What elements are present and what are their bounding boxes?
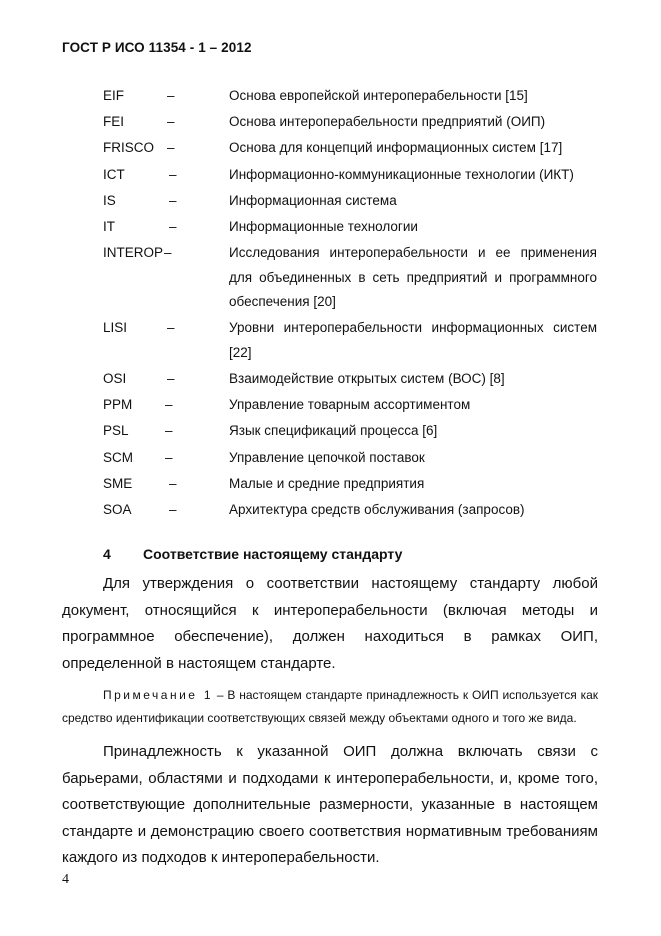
- abbreviation-definition: Информационно-коммуникационные технологии (ИКТ): [229, 166, 574, 182]
- abbreviation-list: [103, 84, 597, 524]
- note-text: – В настоящем стандарте принадлежность к ОИП используется как средство идентификации соответствующих связей между объектами одного и того же вида.: [62, 688, 599, 725]
- abbreviation-definition: Язык спецификаций процесса [6]: [229, 423, 438, 439]
- abbreviation-row: [103, 419, 597, 444]
- abbreviation-definition: Основа европейской интероперабельности [15]: [229, 88, 528, 103]
- abbreviation-term: FEI: [103, 114, 125, 130]
- abbreviation-term: ICT: [103, 166, 125, 182]
- abbreviation-dash: –: [167, 140, 175, 156]
- abbreviation-term: IS: [103, 192, 116, 208]
- abbreviation-dash: –: [165, 449, 173, 465]
- abbreviation-term: EIF: [103, 88, 125, 103]
- abbreviation-dash: –: [164, 245, 172, 261]
- abbreviation-definition: Основа для концепций информационных систем [17]: [229, 140, 563, 156]
- note: [62, 684, 598, 730]
- abbreviation-definition: Управление цепочкой поставок: [229, 449, 425, 465]
- abbreviation-dash: –: [169, 501, 177, 517]
- abbreviation-row: [103, 393, 597, 418]
- abbreviation-dash: –: [169, 475, 177, 491]
- abbreviation-definition: Информационная система: [229, 192, 397, 208]
- abbreviation-dash: –: [165, 397, 173, 413]
- abbreviation-row: [103, 472, 597, 497]
- abbreviation-term: FRISCO: [103, 140, 155, 156]
- abbreviation-row: [103, 163, 597, 188]
- abbreviation-dash: –: [169, 166, 177, 182]
- abbreviation-dash: –: [167, 88, 175, 103]
- document-header: ГОСТ Р ИСО 11354 - 1 – 2012: [62, 40, 252, 55]
- abbreviation-row: [103, 110, 597, 135]
- abbreviation-term: INTEROP: [103, 245, 164, 261]
- section-title: Соответствие настоящему стандарту: [143, 546, 403, 562]
- abbreviation-row: [103, 498, 597, 523]
- abbreviation-term: SOA: [103, 501, 132, 517]
- abbreviation-definition: Основа интероперабельности предприятий (ОИП): [229, 114, 546, 130]
- abbreviation-row: [103, 215, 597, 240]
- abbreviation-term: PPM: [103, 397, 133, 413]
- abbreviation-definition: Малые и средние предприятия: [229, 475, 425, 491]
- abbreviation-definition: Уровни интероперабельности информационных систем [22]: [229, 320, 597, 360]
- abbreviation-row: [103, 84, 597, 109]
- section-number: 4: [103, 546, 111, 562]
- abbreviation-term: SME: [103, 475, 133, 491]
- abbreviation-dash: –: [167, 371, 175, 386]
- abbreviation-row: [103, 446, 597, 471]
- abbreviation-row: [103, 316, 597, 365]
- abbreviation-dash: –: [167, 320, 175, 336]
- note-label: Примечание 1: [103, 688, 213, 702]
- abbreviation-term: SCM: [103, 449, 133, 465]
- abbreviation-row: [103, 189, 597, 214]
- abbreviation-term: OSI: [103, 371, 127, 386]
- abbreviation-dash: –: [169, 218, 177, 234]
- abbreviation-dash: –: [169, 192, 177, 208]
- section-heading: [103, 546, 402, 562]
- abbreviation-definition: Взаимодействие открытых систем (ВОС) [8]: [229, 371, 505, 386]
- abbreviation-dash: –: [165, 423, 173, 439]
- abbreviation-term: LISI: [103, 320, 128, 336]
- page-number: 4: [62, 872, 69, 887]
- section-paragraph: Принадлежность к указанной ОИП должна включать связи с барьерами, областями и подходами к интероперабельности, и, кроме того, соответствующие дополнительные размерности, указанные в настоящем стандарте и демонстрацию своего соответствия нормативным требованиям каждого из подходов к интероперабельности.: [62, 743, 598, 866]
- abbreviation-dash: –: [167, 114, 175, 130]
- abbreviation-definition: Архитектура средств обслуживания (запросов): [229, 501, 525, 517]
- abbreviation-row: [103, 241, 597, 315]
- section-paragraph: Для утверждения о соответствии настоящему стандарту любой документ, относящийся к интероперабельности (включая методы и программное обеспечение), должен находиться в рамках ОИП, определенной в настоящем стандарте.: [62, 575, 598, 672]
- abbreviation-definition: Информационные технологии: [229, 218, 418, 234]
- abbreviation-term: PSL: [103, 423, 129, 439]
- abbreviation-row: [103, 136, 597, 161]
- abbreviation-term: IT: [103, 218, 115, 234]
- abbreviation-definition: Управление товарным ассортиментом: [229, 397, 471, 413]
- abbreviation-definition: Исследования интероперабельности и ее применения для объединенных в сеть предприятий и программного обеспечения [20]: [229, 245, 597, 310]
- abbreviation-row: [103, 367, 597, 392]
